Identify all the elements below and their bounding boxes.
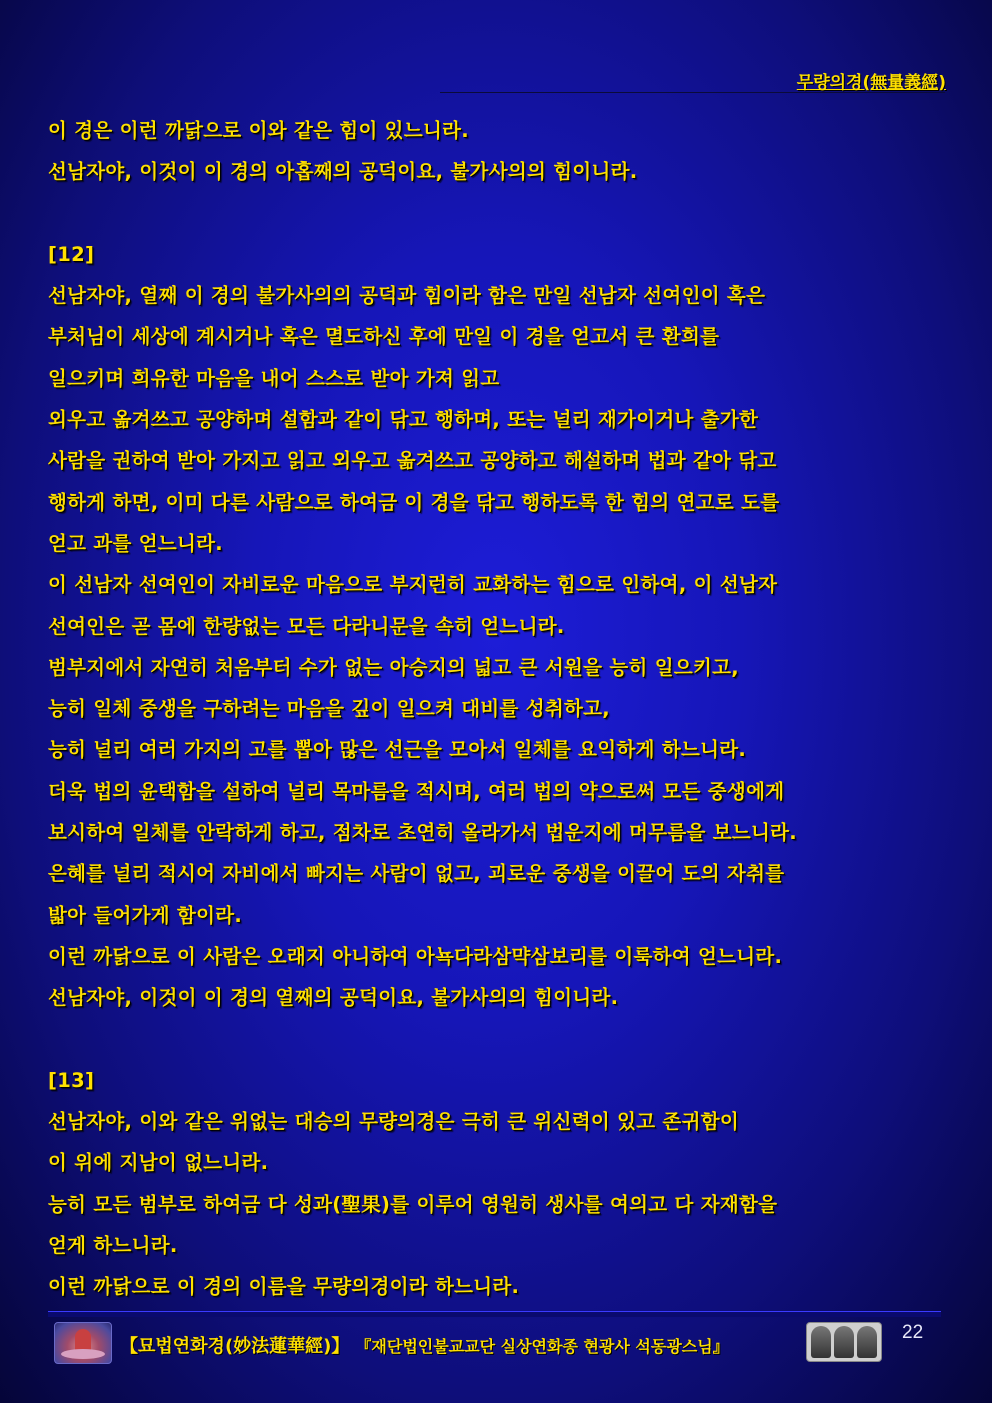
text-line: 부처님이 세상에 계시거나 혹은 멸도하신 후에 만일 이 경을 얻고서 큰 환희를 bbox=[48, 325, 720, 349]
text-line: 은혜를 널리 적시어 자비에서 빠지는 사람이 없고, 괴로운 중생을 이끌어 도의 자취를 bbox=[48, 862, 785, 886]
lotus-logo-icon bbox=[54, 1322, 112, 1364]
text-line: 사람을 권하여 받아 가지고 읽고 외우고 옮겨쓰고 공양하고 해설하며 법과 같아 닦고 bbox=[48, 449, 777, 473]
footer-subtitle: 『재단법인불교교단 실상연화종 현광사 석동광스님』 bbox=[363, 1337, 729, 1356]
body-text bbox=[48, 110, 948, 1308]
page-number: 22 bbox=[902, 1322, 924, 1343]
text-line: 더욱 법의 윤택함을 설하여 널리 목마름을 적시며, 여러 법의 약으로써 모든 중생에게 bbox=[48, 779, 785, 803]
text-line: 이 경은 이런 까닭으로 이와 같은 힘이 있느니라. bbox=[48, 119, 469, 142]
running-header-title: 무량의경(無量義經) bbox=[796, 73, 946, 93]
footer-text bbox=[120, 1332, 729, 1358]
text-line: 선남자야, 이와 같은 위없는 대승의 무량의경은 극히 큰 위신력이 있고 존귀함이 bbox=[48, 1110, 739, 1134]
text-line: 선남자야, 이것이 이 경의 열째의 공덕이요, 불가사의의 힘이니라. bbox=[48, 986, 619, 1010]
text-line: 선여인은 곧 몸에 한량없는 모든 다라니문을 속히 얻느니라. bbox=[48, 614, 565, 638]
buddha-statues-icon bbox=[806, 1322, 882, 1362]
text-line: 밟아 들어가게 함이라. bbox=[48, 903, 243, 927]
blank-line bbox=[48, 193, 948, 234]
text-line: 행하게 하면, 이미 다른 사람으로 하여금 이 경을 닦고 행하도록 한 힘의 연고로 도를 bbox=[48, 490, 780, 514]
text-line: 이런 까닭으로 이 경의 이름을 무량의경이라 하느니라. bbox=[48, 1275, 520, 1299]
text-line: 일으키며 희유한 마음을 내어 스스로 받아 가져 읽고 bbox=[48, 366, 500, 390]
text-line: [13] bbox=[48, 1068, 95, 1092]
footer-title: 【묘법연화경(妙法蓮華經)】 bbox=[120, 1336, 350, 1357]
footer-rule bbox=[48, 1311, 941, 1317]
blank-line bbox=[48, 1019, 948, 1060]
text-line: 능히 널리 여러 가지의 고를 뽑아 많은 선근을 모아서 일체를 요익하게 하느니라. bbox=[48, 738, 747, 762]
text-line: 이런 까닭으로 이 사람은 오래지 아니하여 아뇩다라삼먁삼보리를 이룩하여 얻느니라. bbox=[48, 944, 783, 968]
text-line: 범부지에서 자연히 처음부터 수가 없는 아승지의 넓고 큰 서원을 능히 일으키고, bbox=[48, 655, 739, 679]
text-line: 외우고 옮겨쓰고 공양하며 설함과 같이 닦고 행하며, 또는 널리 재가이거나 출가한 bbox=[48, 408, 759, 432]
text-line: 선남자야, 열째 이 경의 불가사의의 공덕과 힘이라 함은 만일 선남자 선여인이 혹은 bbox=[48, 284, 766, 308]
text-line: [12] bbox=[48, 242, 95, 266]
text-line: 능히 일체 중생을 구하려는 마음을 깊이 일으켜 대비를 성취하고, bbox=[48, 697, 610, 721]
text-line: 보시하여 일체를 안락하게 하고, 점차로 초연히 올라가서 법운지에 머무름을 보느니라. bbox=[48, 821, 798, 845]
text-line: 선남자야, 이것이 이 경의 아홉째의 공덕이요, 불가사의의 힘이니라. bbox=[48, 160, 638, 184]
text-line: 이 위에 지남이 없느니라. bbox=[48, 1151, 269, 1175]
footer bbox=[52, 1320, 942, 1366]
text-line: 능히 모든 범부로 하여금 다 성과(聖果)를 이루어 영원히 생사를 여의고 다 자재함을 bbox=[48, 1192, 778, 1216]
text-line: 얻고 과를 얻느니라. bbox=[48, 531, 223, 555]
text-line: 얻게 하느니라. bbox=[48, 1234, 178, 1258]
text-line: 이 선남자 선여인이 자비로운 마음으로 부지런히 교화하는 힘으로 인하여, 이 선남자 bbox=[48, 573, 778, 597]
